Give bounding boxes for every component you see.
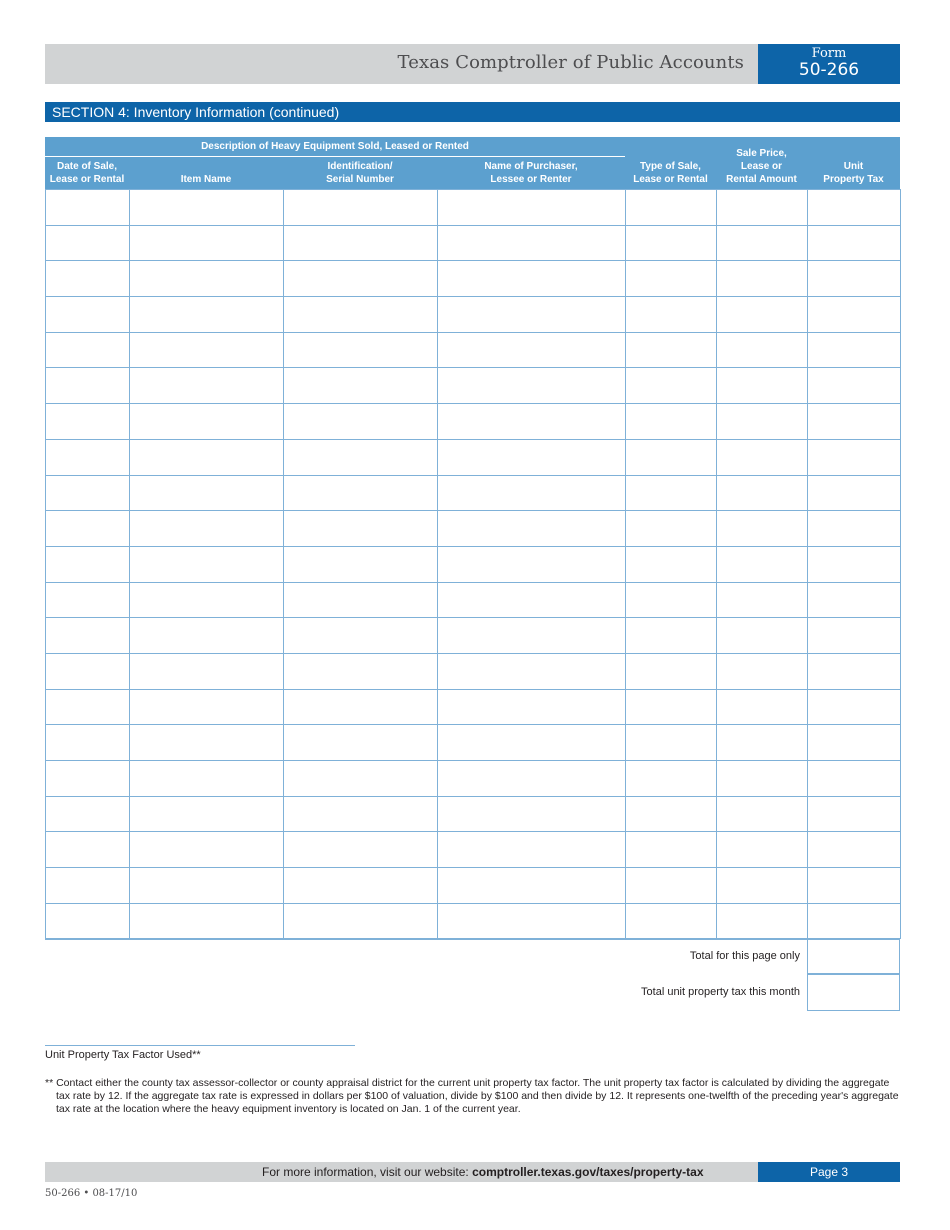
cell-price[interactable] (717, 404, 808, 440)
cell-price[interactable] (717, 332, 808, 368)
cell-tax[interactable] (808, 903, 901, 939)
table-row (46, 903, 901, 939)
cell-ident[interactable] (284, 868, 438, 904)
cell-ident[interactable] (284, 582, 438, 618)
cell-item[interactable] (130, 582, 284, 618)
cell-type[interactable] (626, 546, 717, 582)
col-header-purchaser-line-1: Name of Purchaser, (484, 161, 578, 172)
cell-item[interactable] (130, 832, 284, 868)
cell-price[interactable] (717, 868, 808, 904)
cell-tax[interactable] (808, 404, 901, 440)
footer-info-prefix: For more information, visit our website: (262, 1165, 473, 1179)
cell-tax[interactable] (808, 368, 901, 404)
cell-purchaser[interactable] (438, 868, 626, 904)
form-word: Form (811, 46, 847, 61)
col-header-item (129, 173, 283, 186)
cell-date[interactable] (46, 404, 130, 440)
col-header-purchaser-line-2: Lessee or Renter (490, 174, 572, 185)
cell-tax[interactable] (808, 511, 901, 547)
cell-ident[interactable] (284, 618, 438, 654)
cell-price[interactable] (717, 511, 808, 547)
col-header-ident (283, 160, 437, 186)
table-row (46, 725, 901, 761)
cell-item[interactable] (130, 404, 284, 440)
cell-price[interactable] (717, 368, 808, 404)
cell-date[interactable] (46, 546, 130, 582)
cell-date[interactable] (46, 368, 130, 404)
form-number-box (758, 44, 900, 84)
cell-item[interactable] (130, 368, 284, 404)
col-header-type-line-2: Lease or Rental (633, 174, 708, 185)
col-header-date-line-2: Lease or Rental (49, 174, 125, 185)
cell-price[interactable] (717, 903, 808, 939)
cell-item[interactable] (130, 725, 284, 761)
cell-item[interactable] (130, 761, 284, 797)
cell-tax[interactable] (808, 689, 901, 725)
table-row (46, 653, 901, 689)
col-header-item-line-1: Item Name (180, 174, 232, 185)
cell-ident[interactable] (284, 796, 438, 832)
table-row (46, 618, 901, 654)
cell-type[interactable] (626, 190, 717, 226)
cell-purchaser[interactable] (438, 332, 626, 368)
cell-type[interactable] (626, 368, 717, 404)
cell-purchaser[interactable] (438, 475, 626, 511)
cell-date[interactable] (46, 297, 130, 333)
cell-type[interactable] (626, 868, 717, 904)
cell-tax[interactable] (808, 225, 901, 261)
col-header-ident-line-2: Serial Number (326, 174, 394, 185)
cell-purchaser[interactable] (438, 725, 626, 761)
col-header-price (716, 147, 807, 186)
cell-type[interactable] (626, 439, 717, 475)
inventory-table (45, 189, 901, 939)
table-row (46, 689, 901, 725)
cell-item[interactable] (130, 903, 284, 939)
cell-price[interactable] (717, 725, 808, 761)
header-bar (45, 44, 758, 84)
cell-type[interactable] (626, 297, 717, 333)
cell-tax[interactable] (808, 475, 901, 511)
table-row (46, 796, 901, 832)
cell-date[interactable] (46, 653, 130, 689)
cell-ident[interactable] (284, 725, 438, 761)
form-number: 50-266 (798, 60, 860, 80)
col-header-price-line-1: Sale Price, (736, 148, 787, 159)
cell-item[interactable] (130, 546, 284, 582)
cell-purchaser[interactable] (438, 261, 626, 297)
cell-type[interactable] (626, 832, 717, 868)
cell-item[interactable] (130, 511, 284, 547)
cell-purchaser[interactable] (438, 297, 626, 333)
cell-date[interactable] (46, 261, 130, 297)
col-header-price-line-3: Rental Amount (726, 174, 797, 185)
cell-purchaser[interactable] (438, 653, 626, 689)
cell-item[interactable] (130, 332, 284, 368)
cell-price[interactable] (717, 796, 808, 832)
cell-date[interactable] (46, 903, 130, 939)
cell-item[interactable] (130, 475, 284, 511)
cell-ident[interactable] (284, 832, 438, 868)
cell-purchaser[interactable] (438, 368, 626, 404)
cell-price[interactable] (717, 761, 808, 797)
cell-item[interactable] (130, 618, 284, 654)
cell-purchaser[interactable] (438, 761, 626, 797)
table-row (46, 225, 901, 261)
cell-ident[interactable] (284, 761, 438, 797)
col-header-type-line-1: Type of Sale, (640, 161, 701, 172)
cell-ident[interactable] (284, 297, 438, 333)
col-header-date-line-1: Date of Sale, (56, 161, 118, 172)
cell-purchaser[interactable] (438, 546, 626, 582)
cell-ident[interactable] (284, 653, 438, 689)
col-header-date (45, 160, 129, 186)
cell-purchaser[interactable] (438, 225, 626, 261)
cell-ident[interactable] (284, 511, 438, 547)
cell-purchaser[interactable] (438, 618, 626, 654)
cell-tax[interactable] (808, 190, 901, 226)
table-row (46, 868, 901, 904)
cell-type[interactable] (626, 225, 717, 261)
col-header-tax-line-2: Property Tax (823, 174, 884, 185)
table-row (46, 332, 901, 368)
footer-bar (45, 1162, 758, 1182)
cell-price[interactable] (717, 225, 808, 261)
cell-tax[interactable] (808, 725, 901, 761)
cell-item[interactable] (130, 190, 284, 226)
cell-ident[interactable] (284, 689, 438, 725)
cell-price[interactable] (717, 618, 808, 654)
cell-ident[interactable] (284, 190, 438, 226)
cell-item[interactable] (130, 439, 284, 475)
cell-price[interactable] (717, 546, 808, 582)
cell-date[interactable] (46, 725, 130, 761)
cell-date[interactable] (46, 618, 130, 654)
cell-ident[interactable] (284, 404, 438, 440)
cell-purchaser[interactable] (438, 582, 626, 618)
cell-tax[interactable] (808, 832, 901, 868)
cell-tax[interactable] (808, 868, 901, 904)
cell-price[interactable] (717, 439, 808, 475)
cell-type[interactable] (626, 725, 717, 761)
cell-tax[interactable] (808, 618, 901, 654)
cell-type[interactable] (626, 511, 717, 547)
totals-divider (45, 939, 807, 940)
table-row (46, 439, 901, 475)
cell-tax[interactable] (808, 796, 901, 832)
section-title: SECTION 4: Inventory Information (continued) (45, 102, 900, 122)
cell-purchaser[interactable] (438, 796, 626, 832)
cell-price[interactable] (717, 475, 808, 511)
cell-type[interactable] (626, 653, 717, 689)
table-row (46, 475, 901, 511)
col-header-tax-line-1: Unit (843, 161, 864, 172)
cell-date[interactable] (46, 511, 130, 547)
cell-purchaser[interactable] (438, 190, 626, 226)
cell-date[interactable] (46, 439, 130, 475)
cell-date[interactable] (46, 582, 130, 618)
col-header-type (625, 160, 716, 186)
cell-purchaser[interactable] (438, 832, 626, 868)
cell-type[interactable] (626, 903, 717, 939)
cell-price[interactable] (717, 689, 808, 725)
table-row (46, 261, 901, 297)
table-row (46, 761, 901, 797)
cell-ident[interactable] (284, 475, 438, 511)
cell-item[interactable] (130, 868, 284, 904)
cell-type[interactable] (626, 618, 717, 654)
total-month-label: Total unit property tax this month (641, 986, 800, 998)
cell-type[interactable] (626, 332, 717, 368)
cell-price[interactable] (717, 190, 808, 226)
tax-factor-field[interactable] (45, 1045, 355, 1046)
cell-tax[interactable] (808, 261, 901, 297)
cell-price[interactable] (717, 297, 808, 333)
total-month-field[interactable] (807, 974, 900, 1011)
cell-type[interactable] (626, 796, 717, 832)
table-row (46, 368, 901, 404)
cell-type[interactable] (626, 582, 717, 618)
cell-ident[interactable] (284, 439, 438, 475)
cell-type[interactable] (626, 404, 717, 440)
table-row (46, 546, 901, 582)
cell-date[interactable] (46, 832, 130, 868)
table-row (46, 582, 901, 618)
page-number: Page 3 (758, 1162, 900, 1182)
cell-type[interactable] (626, 261, 717, 297)
cell-price[interactable] (717, 261, 808, 297)
cell-purchaser[interactable] (438, 689, 626, 725)
cell-purchaser[interactable] (438, 903, 626, 939)
cell-date[interactable] (46, 475, 130, 511)
cell-tax[interactable] (808, 439, 901, 475)
cell-tax[interactable] (808, 582, 901, 618)
cell-ident[interactable] (284, 332, 438, 368)
cell-purchaser[interactable] (438, 439, 626, 475)
cell-date[interactable] (46, 796, 130, 832)
footnote: ** Contact either the county tax assessor-collector or county appraisal district for the current unit property tax factor. The unit property tax factor is calculated by dividing the aggregate tax rate by 12. If the aggregate tax rate is expressed in dollars per $100 of valuation, divide by $100 and then divide by 12. It represents one-twelfth of the preceding year's aggregate tax rate at the location where the heavy equipment inventory is located on Jan. 1 of the current year. (45, 1077, 899, 1115)
table-row (46, 297, 901, 333)
inventory-table-body (46, 190, 901, 939)
cell-date[interactable] (46, 190, 130, 226)
table-header (45, 137, 900, 189)
cell-ident[interactable] (284, 546, 438, 582)
cell-price[interactable] (717, 653, 808, 689)
cell-item[interactable] (130, 796, 284, 832)
cell-ident[interactable] (284, 903, 438, 939)
cell-type[interactable] (626, 761, 717, 797)
col-header-ident-line-1: Identification/ (327, 161, 393, 172)
cell-item[interactable] (130, 689, 284, 725)
cell-ident[interactable] (284, 261, 438, 297)
cell-tax[interactable] (808, 332, 901, 368)
tax-factor-label: Unit Property Tax Factor Used** (45, 1049, 201, 1061)
agency-name: Texas Comptroller of Public Accounts (397, 52, 744, 73)
cell-date[interactable] (46, 761, 130, 797)
footer-website-link[interactable]: comptroller.texas.gov/taxes/property-tax (472, 1165, 704, 1179)
total-page-field[interactable] (807, 939, 900, 974)
table-row (46, 832, 901, 868)
col-header-purchaser (437, 160, 625, 186)
total-page-label: Total for this page only (689, 950, 800, 962)
cell-item[interactable] (130, 225, 284, 261)
col-header-price-line-2: Lease or (740, 161, 783, 172)
form-code: 50-266 • 08-17/10 (45, 1188, 138, 1199)
cell-date[interactable] (46, 225, 130, 261)
cell-purchaser[interactable] (438, 511, 626, 547)
cell-ident[interactable] (284, 368, 438, 404)
table-row (46, 404, 901, 440)
cell-item[interactable] (130, 297, 284, 333)
cell-tax[interactable] (808, 546, 901, 582)
cell-price[interactable] (717, 832, 808, 868)
group-header-divider (45, 156, 625, 157)
cell-item[interactable] (130, 653, 284, 689)
cell-tax[interactable] (808, 297, 901, 333)
cell-tax[interactable] (808, 653, 901, 689)
cell-item[interactable] (130, 261, 284, 297)
cell-type[interactable] (626, 475, 717, 511)
cell-type[interactable] (626, 689, 717, 725)
cell-date[interactable] (46, 868, 130, 904)
cell-purchaser[interactable] (438, 404, 626, 440)
cell-date[interactable] (46, 689, 130, 725)
table-row (46, 511, 901, 547)
cell-tax[interactable] (808, 761, 901, 797)
cell-price[interactable] (717, 582, 808, 618)
footer-info (262, 1162, 704, 1182)
col-header-tax (807, 160, 900, 186)
cell-ident[interactable] (284, 225, 438, 261)
table-row (46, 190, 901, 226)
group-header-label: Description of Heavy Equipment Sold, Leased or Rented (201, 141, 469, 152)
cell-date[interactable] (46, 332, 130, 368)
